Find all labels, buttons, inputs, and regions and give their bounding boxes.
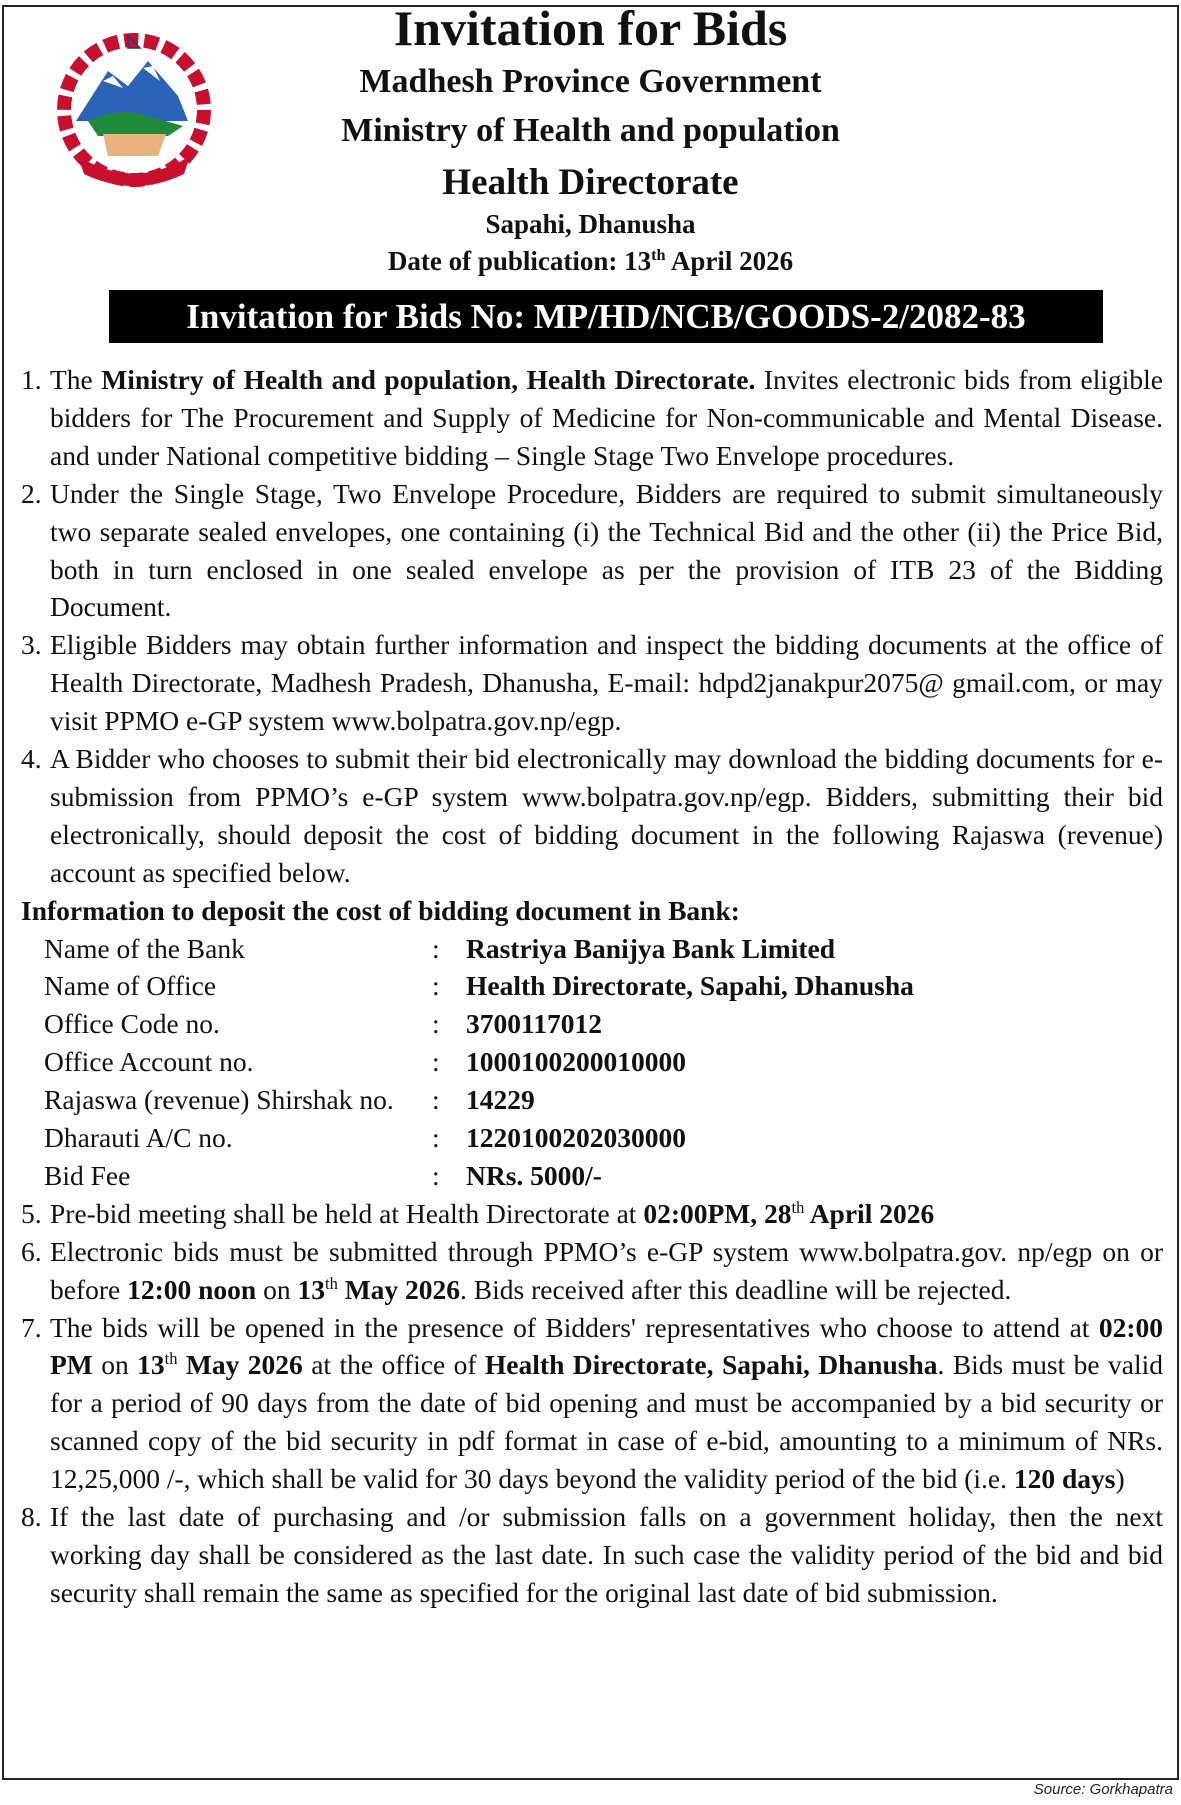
bank-field-label: Dharauti A/C no. [44,1122,233,1154]
bank-info-row [44,1081,1163,1119]
list-item [21,475,1163,627]
bold-text: 13 [297,1273,325,1305]
item-number: 7. [21,1311,42,1343]
item-text: A Bidder who chooses to submit their bid electronically may download the bidding documents for e-submission from PPMO’s e-GP system www.bolpatra.gov.np/egp. Bidders, submitting their bid electronically, should deposit the cost of bidding document in the following Rajaswa (revenue) account as specified below. [50,743,1163,888]
colon-separator: : [432,1159,440,1191]
bank-info-row [44,967,1163,1005]
list-item [21,1498,1163,1612]
colon-separator: : [432,1084,440,1116]
bank-field-value: Rastriya Banijya Bank Limited [466,932,835,964]
bold-text: Health Directorate, Sapahi, Dhanusha [484,1349,938,1381]
item-text: on [92,1349,138,1381]
item-number: 3. [21,629,42,661]
bold-text: May 2026 [177,1349,303,1381]
publication-date [0,244,1181,278]
bank-info-table [21,930,1163,1195]
location: Sapahi, Dhanusha [485,209,696,239]
list-item [21,1195,1163,1233]
item-text: ) [1115,1463,1125,1495]
bank-field-value: 14229 [466,1084,535,1116]
bank-info-heading: Information to deposit the cost of bidding document in Bank: [21,894,740,926]
item-number: 8. [21,1501,42,1533]
bold-text: April 2026 [804,1197,935,1229]
list-item [21,626,1163,740]
bank-field-value: 3700117012 [466,1008,602,1040]
bold-text: May 2026 [337,1273,461,1305]
bold-text: 12:00 noon [127,1273,257,1305]
item-text: Invites electronic bids from eligible bidders for The Procurement and Supply of Medicine for Non-communicable and Mental Disease. and under National competitive bidding – Single Stage Two Envelope procedures. [50,364,1163,471]
bank-field-label: Bid Fee [44,1159,131,1191]
bank-field-value: Health Directorate, Sapahi, Dhanusha [466,970,914,1002]
bold-text: th [164,1349,178,1369]
bold-text: 13 [137,1349,165,1381]
directorate-name: Health Directorate [442,162,739,203]
item-text: The [50,364,102,395]
bank-field-value: 1220100202030000 [466,1122,686,1154]
bid-number-banner: Invitation for Bids No: MP/HD/NCB/GOODS-2/2082-83 [109,290,1103,343]
item-number: 6. [21,1235,42,1267]
item-text: Electronic bids must be submitted through PPMO’s e-GP system www.bolpatra.gov. np/egp on or before [50,1235,1163,1305]
numbered-list-part-1 [21,361,1163,892]
bold-text: th [791,1197,805,1217]
bold-text: 02:00PM, 28 [643,1197,792,1229]
item-text: . Bids received after this deadline will be rejected. [460,1273,1012,1305]
numbered-list-part-2 [21,1195,1163,1612]
item-number: 1. [21,364,42,395]
item-number: 2. [21,477,42,509]
list-item [21,361,1163,475]
bank-field-label: Rajaswa (revenue) Shirshak no. [44,1084,394,1116]
bank-field-label: Office Account no. [44,1046,254,1078]
bank-info-row [44,1043,1163,1081]
bank-field-label: Name of Office [44,970,217,1002]
item-text: The bids will be opened in the presence of Bidders' representatives who choose to attend at [50,1311,1099,1343]
colon-separator: : [432,970,440,1002]
date-rest: April 2026 [665,246,794,276]
item-text: . Bids must be valid for a period of 90 days from the date of bid opening and must be accompanied by a bid security or scanned copy of the bid security in pdf format in case of e-bid, amounting to a minimum of NRs. 12,25,000 /-, which shall be valid for 30 days beyond the validity period of the bid (i.e. [50,1349,1163,1495]
item-text: If the last date of purchasing and /or submission falls on a government holiday, then the next working day shall be considered as the last date. In such case the validity period of the bid and bid security shall remain the same as specified for the original last date of bid submission. [50,1501,1163,1608]
colon-separator: : [432,1046,440,1078]
item-text: on [256,1273,298,1305]
colon-separator: : [432,1008,440,1040]
bank-info-row [44,1119,1163,1157]
list-item [21,740,1163,892]
item-number: 4. [21,743,42,775]
ministry-name: Ministry of Health and population [341,112,840,149]
list-item [21,1309,1163,1499]
item-text: Under the Single Stage, Two Envelope Procedure, Bidders are required to submit simultaneously two separate sealed envelopes, one containing (i) the Technical Bid and the other (ii) the Price Bid, both in turn enclosed in one sealed envelope as per the provision of ITB 23 of the Bidding Document. [50,477,1163,623]
date-label: Date of publication: 13 [387,246,652,276]
notice-body [21,361,1163,1612]
item-text: at the office of [302,1349,485,1381]
item-number: 5. [21,1197,42,1229]
date-suffix: th [651,246,666,264]
bank-field-value: NRs. 5000/- [466,1159,602,1191]
bank-info-row [44,1157,1163,1195]
bold-text: 02:00 PM [50,1311,1163,1381]
page-title: Invitation for Bids [393,0,788,56]
bank-field-label: Office Code no. [44,1008,220,1040]
colon-separator: : [432,932,440,964]
bold-text: 120 days [1013,1463,1116,1495]
list-item [21,1233,1163,1309]
bold-text: th [324,1273,338,1293]
bank-info-row [44,1005,1163,1043]
bank-field-value: 1000100200010000 [466,1046,686,1078]
source-credit: Source: Gorkhapatra [1033,1781,1173,1798]
org-name: Madhesh Province Government [359,63,822,100]
colon-separator: : [432,1122,440,1154]
bank-field-label: Name of the Bank [44,932,245,964]
bold-text: Ministry of Health and population, Health Directorate. [101,364,756,395]
item-text: Eligible Bidders may obtain further information and inspect the bidding documents at the office of Health Directorate, Madhesh Pradesh, Dhanusha, E-mail: hdpd2janakpur2075@ gmail.com, or may visit PPMO e-GP system www.bolpatra.gov.np/egp. [50,629,1163,737]
bank-info-row [44,930,1163,968]
item-text: Pre-bid meeting shall be held at Health Directorate at [50,1197,644,1229]
